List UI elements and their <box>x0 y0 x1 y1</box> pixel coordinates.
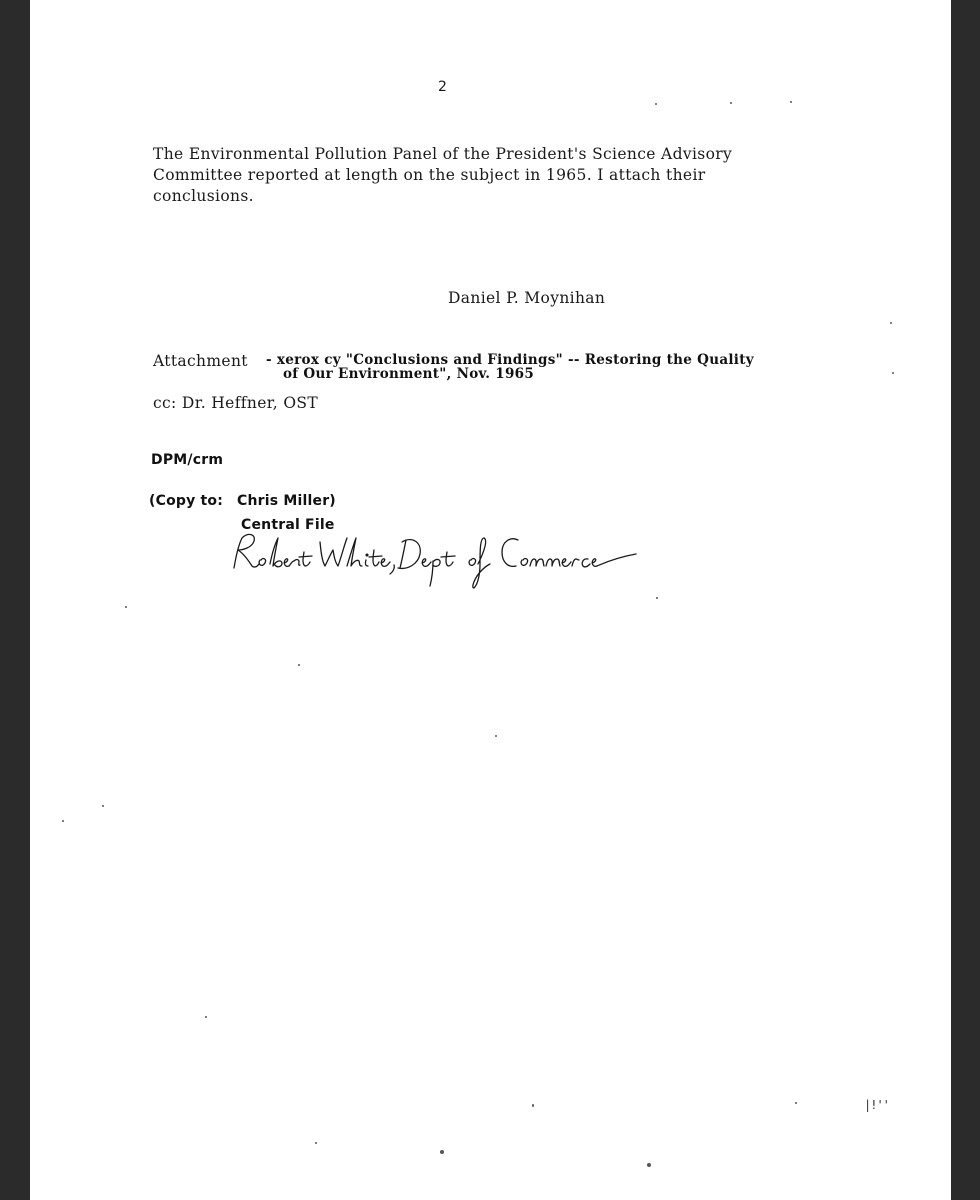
page-number: 2 <box>438 79 448 95</box>
scan-speck <box>647 1163 651 1167</box>
body-line: conclusions. <box>153 187 254 205</box>
attachment-stamp-line: - xerox cy "Conclusions and Findings" -- Restoring the Quality <box>266 352 754 368</box>
scan-speck <box>795 1102 797 1104</box>
scan-speck <box>790 101 792 103</box>
body-line: Committee reported at length on the subject in 1965. I attach their <box>153 166 706 184</box>
central-file-label: Central File <box>241 517 335 533</box>
scan-speck <box>730 102 732 104</box>
edge-marks: |!'' <box>864 1098 889 1112</box>
scan-speck <box>495 735 497 737</box>
signatory-name: Daniel P. Moynihan <box>448 289 606 307</box>
scan-speck <box>298 664 300 666</box>
attachment-stamp-line: of Our Environment", Nov. 1965 <box>283 366 535 382</box>
copy-to-line <box>149 493 336 509</box>
scan-speck <box>892 372 894 374</box>
scan-speck <box>532 1104 534 1107</box>
document-page <box>30 0 951 1200</box>
copy-to-label: (Copy to: <box>149 493 224 509</box>
scan-speck <box>890 322 892 324</box>
scan-speck <box>205 1016 207 1018</box>
attachment-label: Attachment <box>153 352 248 370</box>
scan-speck <box>125 606 127 608</box>
scan-speck <box>62 820 64 822</box>
scan-speck <box>655 103 657 105</box>
scan-speck <box>656 597 658 599</box>
handwritten-note <box>226 528 666 592</box>
attachment-stamp <box>266 353 754 381</box>
copy-to-name: Chris Miller) <box>237 493 336 509</box>
body-line: The Environmental Pollution Panel of the President's Science Advisory <box>153 145 733 163</box>
scan-speck <box>102 805 104 807</box>
typist-initials: DPM/crm <box>151 452 224 468</box>
scan-speck <box>440 1150 444 1154</box>
cc-line: cc: Dr. Heffner, OST <box>153 394 319 412</box>
scan-speck <box>315 1142 317 1144</box>
body-paragraph <box>153 144 853 207</box>
